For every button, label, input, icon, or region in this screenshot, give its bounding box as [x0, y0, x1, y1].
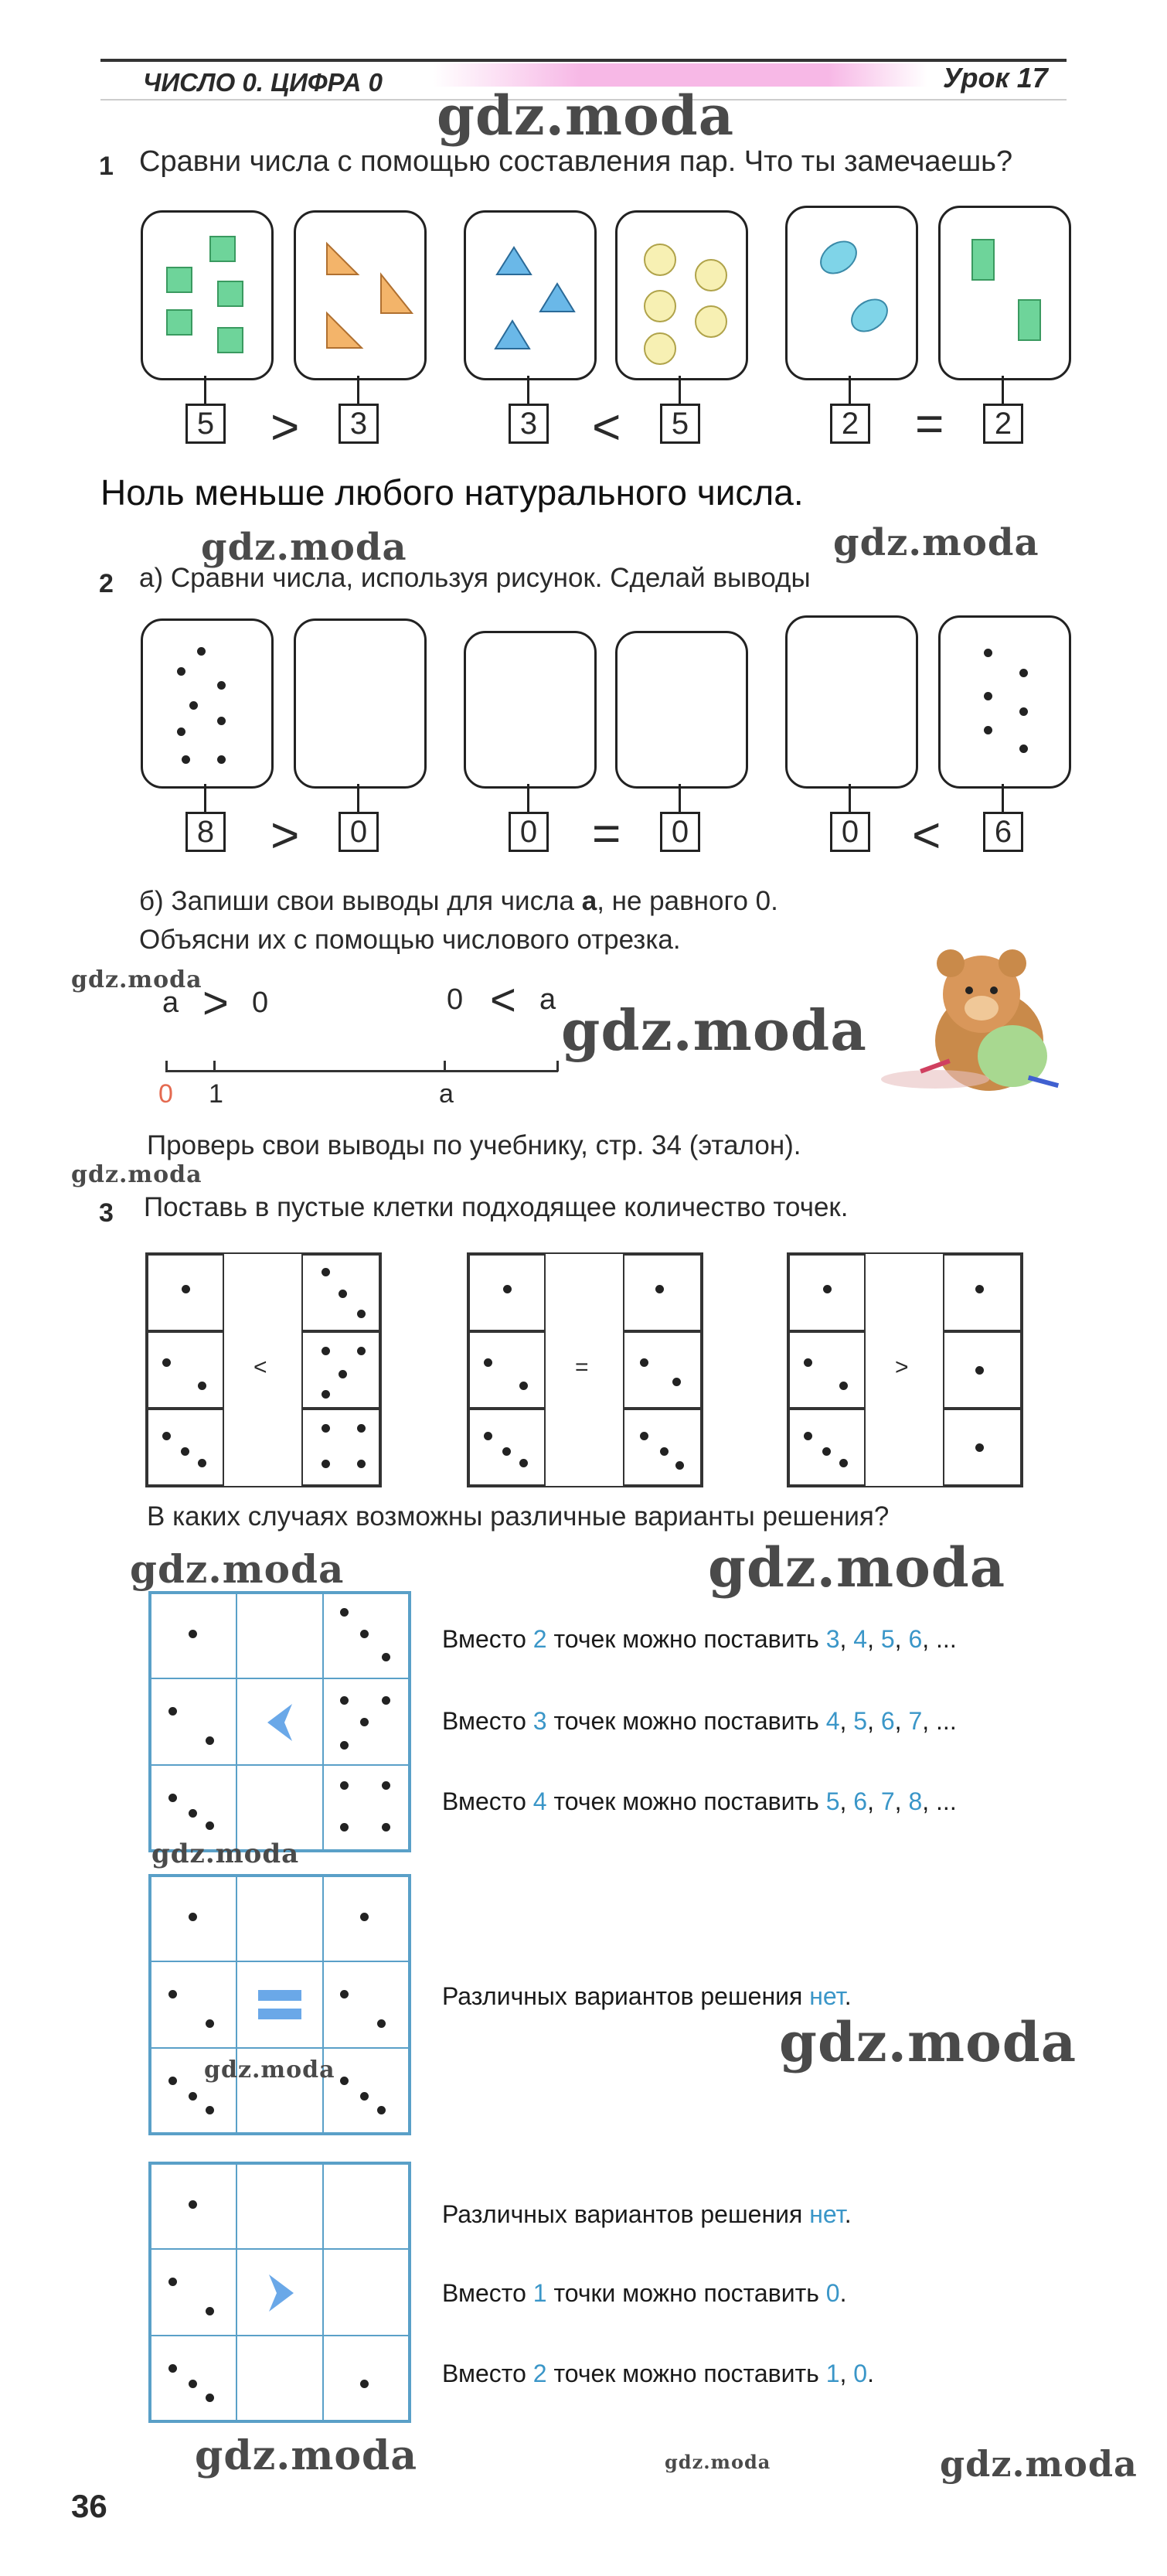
page-number: 36 [71, 2488, 107, 2524]
dot [340, 1990, 349, 1998]
dot [839, 1382, 848, 1390]
grid-cell [236, 2335, 324, 2421]
equals-sign-icon [258, 1990, 301, 2001]
solution-grid-equal [148, 1874, 411, 2135]
teddy-bear-illustration [873, 948, 1082, 1110]
dots-grid-greater [787, 1252, 1023, 1487]
stem [357, 784, 359, 812]
dot [206, 2019, 214, 2028]
grid-cell [322, 1961, 410, 2049]
dot [984, 649, 992, 657]
dot [519, 1459, 528, 1467]
grid-cell [150, 2248, 237, 2336]
dot [377, 2106, 386, 2114]
compare-sign: > [270, 399, 300, 455]
dot [189, 1809, 197, 1818]
answer-highlight: 7 [880, 1787, 895, 1815]
dot [360, 1630, 369, 1638]
stem [204, 784, 206, 812]
count-box: 3 [339, 404, 379, 444]
dot [206, 1736, 214, 1745]
count-box: 0 [660, 812, 700, 852]
dot [168, 2364, 177, 2373]
watermark: gdz.moda [71, 966, 202, 993]
answer-text: Различных вариантов решения [442, 1982, 810, 2010]
dot [822, 1447, 831, 1456]
dot [382, 1653, 390, 1661]
count-box: 0 [509, 812, 549, 852]
answer-text: . [844, 2200, 852, 2228]
task1-text: Сравни числа с помощью составления пар. Что ты замечаешь? [139, 145, 1013, 178]
axis-a-label: a [439, 1079, 454, 1109]
answer-text: Вместо [442, 2279, 533, 2307]
answer-highlight: 3 [532, 1707, 547, 1735]
empty-box [464, 631, 597, 789]
dots-box-8 [141, 618, 274, 789]
grid-cell [468, 1331, 546, 1409]
dot [672, 1378, 681, 1386]
answer-highlight: 2 [532, 2360, 547, 2387]
dot [1019, 669, 1028, 677]
task2-number: 2 [99, 569, 114, 598]
dot [340, 1823, 349, 1831]
header-bar [100, 59, 1067, 62]
dot [162, 1432, 171, 1440]
solution-grid-greater [148, 2162, 411, 2423]
number-line [165, 1070, 558, 1072]
ineq2-right: a [539, 983, 556, 1016]
compare-sign: = [575, 1354, 589, 1380]
tick-a [444, 1061, 446, 1072]
dot [382, 1781, 390, 1790]
dot [168, 1707, 177, 1716]
count-box: 8 [185, 812, 226, 852]
dot [357, 1347, 366, 1355]
dot [168, 2278, 177, 2286]
answer-text: ... [936, 1787, 957, 1815]
dot [168, 1794, 177, 1802]
dot [519, 1382, 528, 1390]
yellow-circle [695, 259, 727, 291]
answer-highlight: 0 [853, 2360, 868, 2387]
yellow-circle [644, 332, 676, 365]
dot [377, 2019, 386, 2028]
answer-highlight: 4 [853, 1625, 868, 1653]
watermark: gdz.moda [130, 1546, 345, 1592]
green-square [166, 267, 192, 293]
dot [382, 1823, 390, 1831]
dot [340, 1741, 349, 1750]
answer-lt-3: Вместо 4 точек можно поставить 5, 6, 7, 8, ... [442, 1787, 957, 1815]
dot [640, 1358, 648, 1367]
dot [198, 1459, 206, 1467]
tick-one [213, 1061, 216, 1072]
answer-text: точки можно поставить [546, 2279, 826, 2307]
answer-highlight: 6 [853, 1787, 868, 1815]
task2-text-a: а) Сравни числа, используя рисунок. Сделай выводы [139, 563, 811, 593]
answer-highlight: 5 [880, 1625, 895, 1653]
grid-cell [623, 1331, 702, 1409]
compare-sign: < [253, 1354, 267, 1380]
count-box: 2 [830, 404, 870, 444]
dot [640, 1432, 648, 1440]
compare-sign: = [592, 806, 621, 861]
grid-cell [236, 1961, 324, 2049]
grid-cell [301, 1409, 380, 1486]
dot [340, 1781, 349, 1790]
yellow-circle [695, 305, 727, 338]
set-blue-triangles [464, 210, 597, 380]
compare-sign: > [270, 807, 300, 863]
dot [197, 647, 206, 656]
watermark: gdz.moda [151, 1838, 300, 1869]
grid-cell [150, 1678, 237, 1766]
axis-one-label: 1 [209, 1079, 223, 1109]
stem [1002, 784, 1004, 812]
less-than-sign-icon [264, 1701, 295, 1744]
count-box: 3 [509, 404, 549, 444]
dot [162, 1358, 171, 1367]
dot [360, 2380, 369, 2388]
dot [804, 1358, 812, 1367]
compare-sign: > [895, 1354, 909, 1380]
blue-oval [814, 234, 863, 281]
answer-highlight: 6 [880, 1707, 895, 1735]
dot [322, 1390, 330, 1399]
dot [322, 1460, 330, 1468]
grid-cell [322, 2047, 410, 2134]
yellow-circle [644, 290, 676, 322]
answer-highlight: 0 [825, 2279, 840, 2307]
answer-highlight: нет [809, 1982, 845, 2010]
stem [849, 376, 851, 404]
dot [177, 727, 185, 736]
answer-text: Различных вариантов решения [442, 2200, 810, 2228]
count-box: 5 [185, 404, 226, 444]
dot [168, 2077, 177, 2085]
tick-zero [165, 1061, 168, 1072]
answer-text: . [844, 1982, 852, 2010]
set-orange-triangles [294, 210, 427, 380]
watermark: gdz.moda [561, 997, 867, 1063]
dot [360, 2092, 369, 2101]
task2-text-b1: б) Запиши свои выводы для числа [139, 886, 574, 916]
answer-highlight: 5 [853, 1707, 868, 1735]
dot [340, 1696, 349, 1705]
grid-cell [236, 1593, 324, 1679]
grid-cell [150, 1961, 237, 2049]
answer-text: ... [936, 1625, 957, 1653]
answer-highlight: 1 [825, 2360, 840, 2387]
dot [357, 1460, 366, 1468]
dot [360, 1913, 369, 1921]
stem [679, 784, 681, 812]
answer-highlight: 2 [532, 1625, 547, 1653]
dot [322, 1347, 330, 1355]
task1-answer: Ноль меньше любого натурального числа. [100, 472, 804, 513]
task1-number: 1 [99, 152, 114, 181]
set-squares [141, 210, 274, 380]
grid-cell [623, 1254, 702, 1331]
dot [382, 1696, 390, 1705]
dot [217, 755, 226, 764]
stem [679, 376, 681, 404]
grid-cell [322, 2248, 410, 2336]
dot [189, 1630, 197, 1638]
dot [198, 1382, 206, 1390]
solution-grid-less [148, 1591, 411, 1852]
dot [206, 2394, 214, 2402]
dots-box-6 [938, 615, 1071, 789]
dot [168, 1990, 177, 1998]
task2-text-b3: Объясни их с помощью числового отрезка. [139, 925, 681, 955]
stem [204, 376, 206, 404]
dot [357, 1310, 366, 1318]
dot [217, 681, 226, 690]
answer-gt-2 [442, 2279, 846, 2308]
answer-text: Вместо [442, 1625, 533, 1653]
dot [322, 1268, 330, 1276]
answer-lt-1: Вместо 2 точек можно поставить 3, 4, 5, 6, ... [442, 1625, 957, 1653]
count-box: 5 [660, 404, 700, 444]
green-rectangle [971, 239, 995, 281]
watermark: gdz.moda [833, 521, 1039, 564]
ineq1-right: 0 [252, 986, 269, 1019]
green-square [209, 236, 236, 262]
task2-text-b [139, 886, 778, 917]
answer-lt-2: Вместо 3 точек можно поставить 4, 5, 6, 7, ... [442, 1707, 957, 1735]
answer-text: Вместо [442, 1787, 533, 1815]
watermark: gdz.moda [71, 1161, 202, 1188]
lesson-label: Урок 17 [943, 62, 1048, 94]
answer-gt-3: Вместо 2 точек можно поставить 1, 0. [442, 2360, 874, 2387]
dot [975, 1285, 984, 1293]
answer-text: точек можно поставить [546, 1707, 826, 1735]
header-title: ЧИСЛО 0. ЦИФРА 0 [143, 68, 383, 97]
dot [502, 1447, 511, 1456]
dot [484, 1432, 492, 1440]
greater-than-sign-icon [266, 2271, 297, 2315]
answer-text: Вместо [442, 2360, 533, 2387]
watermark: gdz.moda [665, 2451, 771, 2473]
axis-zero-label: 0 [158, 1079, 173, 1109]
green-square [217, 281, 243, 307]
blue-oval [845, 292, 894, 339]
empty-box [294, 618, 427, 789]
ineq2-sign: < [490, 975, 516, 1025]
watermark: gdz.moda [201, 526, 407, 569]
ineq1-sign: > [202, 978, 229, 1028]
dot [503, 1285, 512, 1293]
count-box: 2 [983, 404, 1023, 444]
dot [189, 2380, 197, 2388]
dot [360, 1718, 369, 1726]
dot [823, 1285, 832, 1293]
set-ovals [785, 206, 918, 380]
grid-cell [788, 1331, 866, 1409]
answer-text: Вместо [442, 1707, 533, 1735]
grid-cell [322, 2335, 410, 2421]
answer-highlight: 5 [825, 1787, 840, 1815]
compare-sign: = [915, 396, 944, 451]
answer-text: точек можно поставить [546, 2360, 826, 2387]
dots-grid-less [145, 1252, 382, 1487]
task3-number: 3 [99, 1198, 114, 1228]
task2-text-b2: , не равного 0. [597, 886, 778, 916]
grid-cell [943, 1254, 1022, 1331]
count-box: 6 [983, 812, 1023, 852]
dot [189, 1913, 197, 1921]
grid-cell [236, 2163, 324, 2250]
dot [182, 1285, 190, 1293]
dot [189, 2200, 197, 2209]
dot [177, 667, 185, 676]
answer-highlight: нет [809, 2200, 845, 2228]
answer-highlight: 4 [532, 1787, 547, 1815]
answer-gt-1 [442, 2200, 852, 2229]
var-a: а [581, 886, 597, 916]
dot [189, 2092, 197, 2101]
dot [340, 2077, 349, 2085]
dot [839, 1459, 848, 1467]
stem [357, 376, 359, 404]
green-square [217, 327, 243, 353]
answer-highlight: 4 [825, 1707, 840, 1735]
stem [527, 784, 529, 812]
dot [340, 1608, 349, 1617]
count-box: 0 [339, 812, 379, 852]
dot [984, 726, 992, 734]
yellow-circle [644, 244, 676, 276]
compare-sign: < [592, 399, 621, 455]
dot [675, 1461, 684, 1470]
task3-question: В каких случаях возможны различные варианты решения? [147, 1501, 890, 1532]
answer-highlight: 3 [825, 1625, 840, 1653]
answer-text: . [867, 2360, 874, 2387]
tick-end [556, 1061, 559, 1072]
grid-cell [322, 2163, 410, 2250]
dot [217, 717, 226, 725]
dots-grid-equal [467, 1252, 703, 1487]
empty-box [785, 615, 918, 789]
blue-triangles-icon [466, 213, 594, 378]
watermark: gdz.moda [708, 1535, 1006, 1600]
watermark: gdz.moda [195, 2432, 418, 2479]
grid-cell [236, 1876, 324, 1962]
count-box: 0 [830, 812, 870, 852]
green-square [166, 309, 192, 336]
grid-cell [150, 2335, 237, 2421]
answer-highlight: 7 [908, 1707, 923, 1735]
equals-sign-icon [258, 2009, 301, 2019]
dot [339, 1290, 347, 1298]
answer-text: точек можно поставить [546, 1625, 826, 1653]
empty-box [615, 631, 748, 789]
task2-check: Проверь свои выводы по учебнику, стр. 34 (эталон). [147, 1130, 801, 1160]
watermark: gdz.moda [940, 2443, 1138, 2485]
stem [527, 376, 529, 404]
green-rectangle [1018, 299, 1041, 341]
dot [206, 2106, 214, 2114]
watermark: gdz.moda [779, 2010, 1077, 2074]
dot [357, 1424, 366, 1433]
stem [849, 784, 851, 812]
grid-cell [322, 1764, 410, 1851]
dot [984, 692, 992, 700]
answer-text: точек можно поставить [546, 1787, 826, 1815]
dot [1019, 745, 1028, 753]
set-circles [615, 210, 748, 380]
dot [206, 1821, 214, 1830]
orange-triangles-icon [296, 213, 424, 378]
dot [804, 1432, 812, 1440]
dot [484, 1358, 492, 1367]
watermark: gdz.moda [204, 2056, 335, 2084]
dot [189, 701, 198, 710]
dot [655, 1285, 664, 1293]
answer-text: ... [936, 1707, 957, 1735]
set-rectangles [938, 206, 1071, 380]
ineq2-left: 0 [447, 983, 464, 1016]
answer-eq [442, 1982, 852, 2011]
dot [975, 1366, 984, 1375]
dot [206, 2307, 214, 2315]
compare-sign: < [912, 807, 941, 863]
dot [339, 1370, 347, 1378]
stem [1002, 376, 1004, 404]
answer-highlight: 6 [908, 1625, 923, 1653]
dot [182, 755, 190, 764]
dot [660, 1447, 669, 1456]
ineq1-left: a [162, 986, 179, 1019]
grid-cell [147, 1331, 224, 1409]
answer-highlight: 8 [908, 1787, 923, 1815]
answer-highlight: 1 [532, 2279, 547, 2307]
dot [322, 1424, 330, 1433]
task3-text: Поставь в пустые клетки подходящее количество точек. [144, 1192, 849, 1222]
dot [181, 1447, 189, 1456]
dot [975, 1443, 984, 1452]
answer-text: . [839, 2279, 847, 2307]
watermark: gdz.moda [437, 83, 735, 148]
dot [1019, 707, 1028, 716]
